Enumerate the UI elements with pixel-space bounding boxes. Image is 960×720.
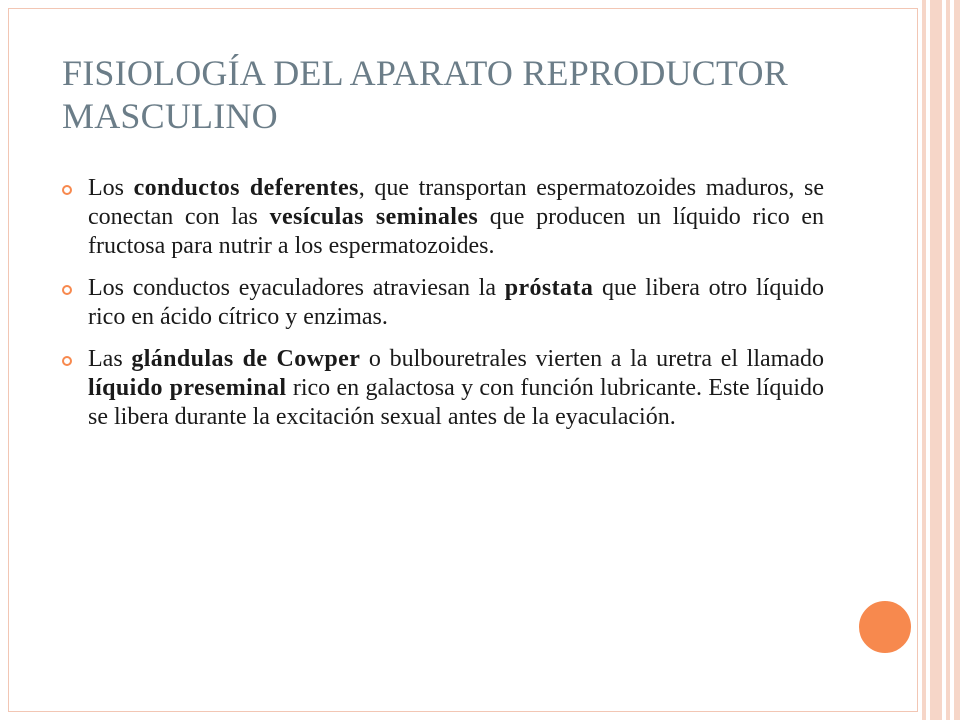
- text-segment: rico en galactosa y con función lubricante. Este líquido se libera durante la excitación sexual antes de la eyaculación.: [88, 375, 824, 430]
- text-segment: que producen un líquido rico en fructosa para nutrir a los espermatozoides.: [88, 204, 825, 259]
- ring-bullet-icon: [62, 285, 72, 295]
- slide-title: FISIOLOGÍA DEL APARATO REPRODUCTOR MASCULINO: [62, 53, 788, 136]
- text-segment: Las: [88, 346, 132, 372]
- ring-bullet-icon: [62, 185, 72, 195]
- ring-bullet-icon: [62, 356, 72, 366]
- bullet-text: [88, 274, 824, 332]
- text-segment: , que transportan espermatozoides maduros, se conectan con las: [88, 175, 824, 230]
- bullet-list: [62, 174, 824, 445]
- decorative-circle: [856, 598, 914, 656]
- text-segment: Los conductos eyaculadores atraviesan la: [88, 275, 505, 301]
- bold-term: líquido preseminal: [88, 375, 287, 401]
- text-segment: Los: [88, 175, 134, 201]
- bold-term: glándulas de Cowper: [131, 346, 361, 372]
- decorative-stripes: [918, 0, 960, 720]
- text-segment: o bulbouretrales vierten a la uretra el llamado: [360, 346, 824, 372]
- bold-term: próstata: [504, 275, 594, 301]
- bullet-item: [62, 274, 824, 332]
- bullet-text: [88, 345, 824, 432]
- bullet-text: [88, 174, 824, 261]
- bullet-item: [62, 345, 824, 432]
- bullet-item: [62, 174, 824, 261]
- bold-term: vesículas seminales: [269, 204, 479, 230]
- text-segment: que libera otro líquido rico en ácido cítrico y enzimas.: [88, 275, 825, 330]
- bold-term: conductos deferentes: [133, 175, 359, 201]
